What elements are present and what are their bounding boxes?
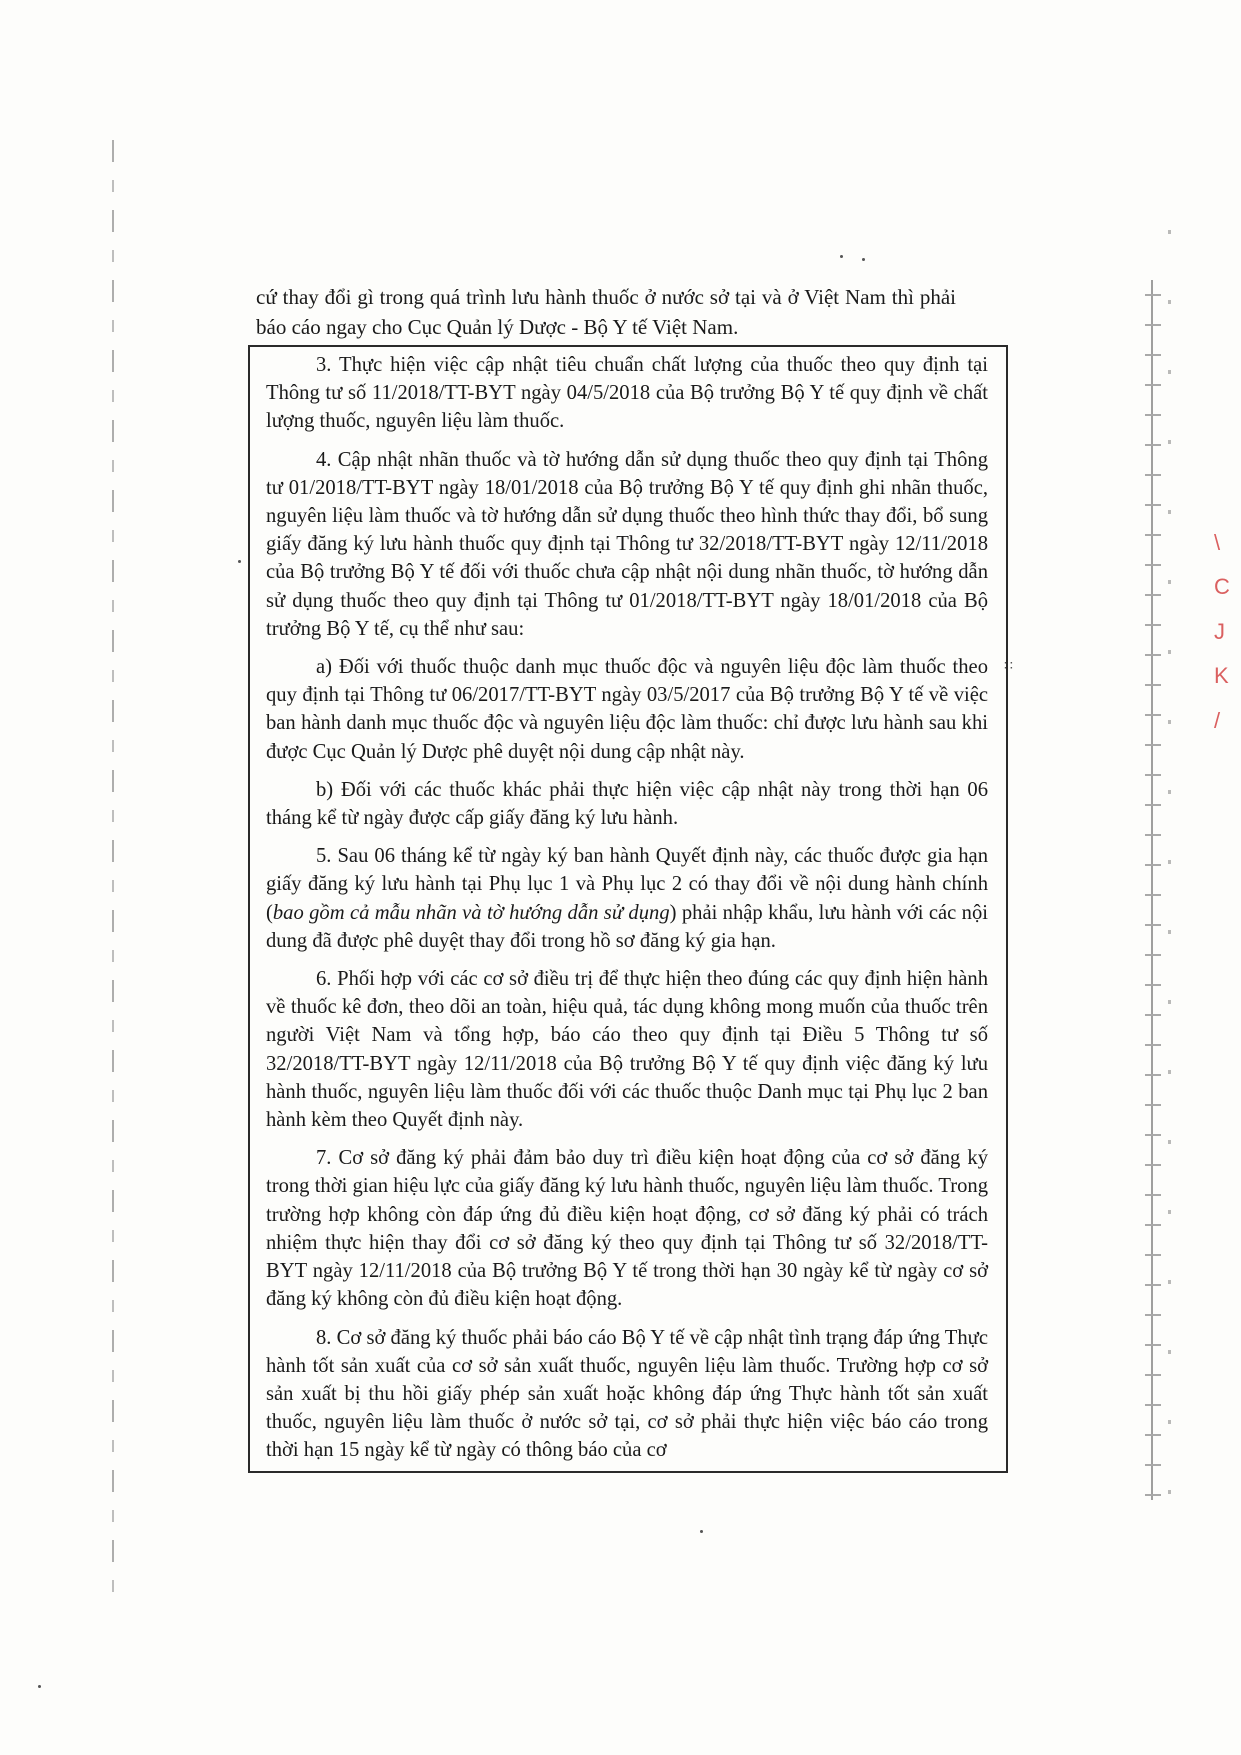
scan-speck	[238, 560, 241, 563]
intro-paragraph: cứ thay đổi gì trong quá trình lưu hành thuốc ở nước sở tại và ở Việt Nam thì phải báo cáo ngay cho Cục Quản lý Dược - Bộ Y tế Việt Nam.	[256, 285, 956, 339]
item-4-paragraph: 4. Cập nhật nhãn thuốc và tờ hướng dẫn sử dụng thuốc theo quy định tại Thông tư 01/2018/TT-BYT ngày 18/01/2018 của Bộ trưởng Bộ Y tế quy định ghi nhãn thuốc, nguyên liệu làm thuốc và tờ hướng dẫn sử dụng thuốc theo hình thức thay đổi, bổ sung giấy đăng ký lưu hành thuốc quy định tại Thông tư 32/2018/TT-BYT ngày 12/11/2018 của Bộ trưởng Bộ Y tế đối với thuốc chưa cập nhật nội dung nhãn thuốc, tờ hướng dẫn sử dụng thuốc theo quy định tại Thông tư 01/2018/TT-BYT ngày 18/01/2018 của Bộ trưởng Bộ Y tế, cụ thể như sau:	[266, 448, 988, 640]
scan-speck	[700, 1530, 703, 1533]
item-5-text-start: 5. Sau 06 tháng kể từ ngày ký ban hành Quyết định này, các thuốc được gia hạn giấy đăng ký lưu hành tại Phụ lục 1 và Phụ lục 2 có thay đổi về nội dung hành chính (	[266, 845, 988, 924]
item-4a-paragraph: a) Đối với thuốc thuộc danh mục thuốc độc và nguyên liệu độc làm thuốc theo quy định tại Thông tư 06/2017/TT-BYT ngày 03/5/2017 của Bộ trưởng Bộ Y tế về việc ban hành danh mục thuốc độc và nguyên liệu độc làm thuốc: chỉ được lưu hành sau khi được Cục Quản lý Dược phê duyệt nội dung cập nhật này.	[266, 656, 988, 763]
intro-text-block	[256, 282, 956, 342]
scan-speck	[862, 258, 865, 261]
scan-artifact-dots: ∷	[1004, 659, 1013, 674]
item-6-paragraph: 6. Phối hợp với các cơ sở điều trị để thực hiện theo đúng các quy định hiện hành về thuốc kê đơn, theo dõi an toàn, hiệu quả, tác dụng không mong muốn của thuốc trên người Việt Nam và tổng hợp, báo cáo theo quy định tại Điều 5 Thông tư số 32/2018/TT-BYT ngày 12/11/2018 của Bộ trưởng Bộ Y tế quy định việc đăng ký lưu hành thuốc, nguyên liệu làm thuốc đối với các thuốc thuộc Danh mục tại Phụ lục 2 ban hành kèm theo Quyết định này.	[266, 968, 988, 1132]
scan-artifact-right-strip	[1145, 280, 1161, 1500]
item-3-paragraph: 3. Thực hiện việc cập nhật tiêu chuẩn chất lượng của thuốc theo quy định tại Thông tư số 11/2018/TT-BYT ngày 04/5/2018 của Bộ trưởng Bộ Y tế quy định về chất lượng thuốc, nguyên liệu làm thuốc.	[266, 354, 988, 433]
item-5-italic-text: bao gồm cả mẫu nhãn và tờ hướng dẫn sử dụng	[272, 901, 670, 924]
bordered-content-box	[248, 345, 1008, 1473]
item-5-text-end: ) phải nhập khẩu, lưu hành với các nội dung đã được phê duyệt thay đổi trong hồ sơ đăng ký gia hạn.	[266, 901, 988, 952]
scan-speck	[38, 1685, 41, 1688]
red-stamp-fragment: \ C J K /	[1214, 530, 1230, 733]
item-4b-paragraph: b) Đối với các thuốc khác phải thực hiện việc cập nhật này trong thời hạn 06 tháng kể từ ngày được cấp giấy đăng ký lưu hành.	[266, 778, 988, 830]
item-7-paragraph: 7. Cơ sở đăng ký phải đảm bảo duy trì điều kiện hoạt động của cơ sở đăng ký trong thời gian hiệu lực của giấy đăng ký lưu hành thuốc, nguyên liệu làm thuốc. Trong trường hợp không còn đáp ứng đủ điều kiện hoạt động, cơ sở đăng ký phải có trách nhiệm thực hiện thay đổi cơ sở đăng ký theo quy định tại Thông tư số 32/2018/TT-BYT ngày 12/11/2018 của Bộ trưởng Bộ Y tế trong thời hạn 30 ngày kể từ ngày cơ sở đăng ký không còn đủ điều kiện hoạt động.	[266, 1147, 988, 1311]
scan-artifact-right-line	[1168, 200, 1171, 1520]
scan-speck	[840, 255, 843, 258]
item-8-paragraph: 8. Cơ sở đăng ký thuốc phải báo cáo Bộ Y tế về cập nhật tình trạng đáp ứng Thực hành tốt sản xuất của cơ sở sản xuất thuốc, nguyên liệu làm thuốc. Trường hợp cơ sở sản xuất bị thu hồi giấy phép sản xuất hoặc không đáp ứng Thực hành tốt sản xuất thuốc, nguyên liệu làm thuốc ở nước sở tại, cơ sở phải thực hiện việc báo cáo trong thời hạn 15 ngày kể từ ngày có thông báo của cơ	[266, 1326, 988, 1462]
item-5-paragraph	[266, 842, 988, 955]
scan-artifact-left-line	[112, 140, 114, 1600]
